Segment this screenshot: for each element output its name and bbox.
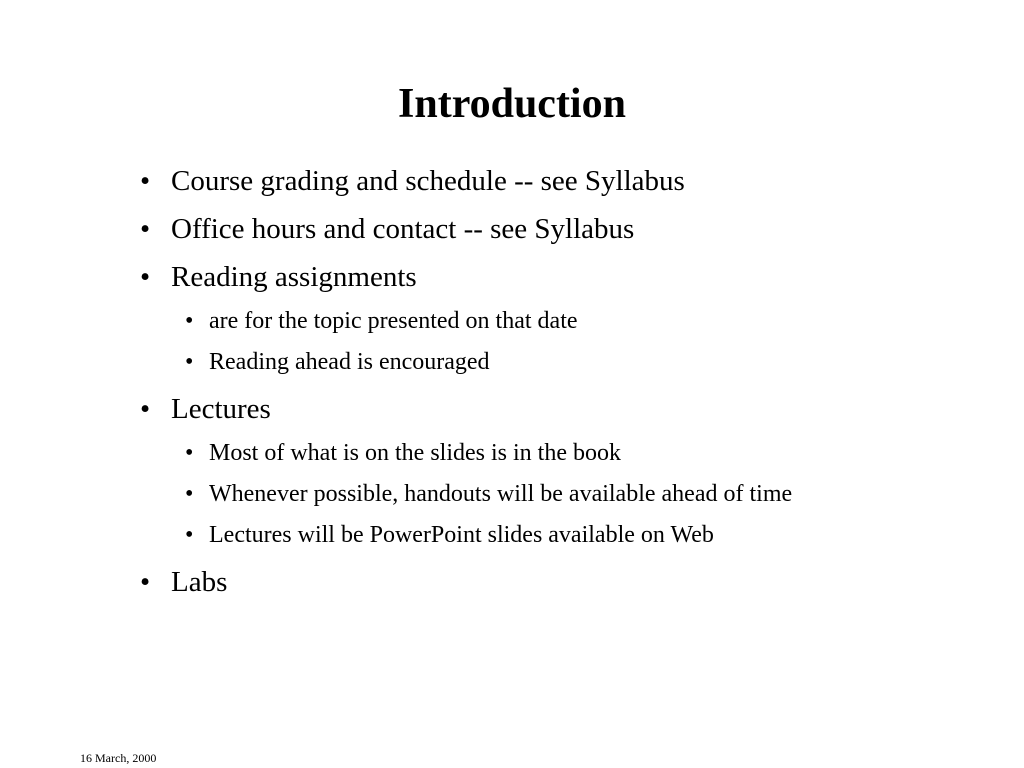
bullet-text: Office hours and contact -- see Syllabus (171, 213, 635, 245)
sub-bullet-list (140, 306, 1000, 378)
bullet-item (140, 258, 1000, 296)
slide-title: Introduction (398, 81, 626, 127)
sub-bullet-item (140, 520, 1000, 551)
bullet-text: Lectures (171, 393, 271, 425)
bullet-item (140, 390, 1000, 428)
bullet-icon: • (140, 165, 151, 197)
sub-bullet-item (140, 347, 1000, 378)
sub-bullet-text: Reading ahead is encouraged (209, 349, 490, 375)
sub-bullet-list (140, 438, 1000, 551)
footer-date: 16 March, 2000 (80, 751, 157, 765)
bullet-icon: • (140, 393, 151, 425)
bullet-text: Reading assignments (171, 261, 417, 293)
bullet-list (140, 162, 1000, 611)
bullet-text: Labs (171, 566, 228, 598)
sub-bullet-text: are for the topic presented on that date (209, 308, 578, 334)
sub-bullet-text: Lectures will be PowerPoint slides available on Web (209, 522, 714, 548)
sub-bullet-icon: • (185, 308, 194, 334)
sub-bullet-icon: • (185, 522, 194, 548)
sub-bullet-icon: • (185, 481, 194, 507)
sub-bullet-icon: • (185, 349, 194, 375)
sub-bullet-item (140, 479, 1000, 510)
sub-bullet-item (140, 306, 1000, 337)
sub-bullet-item (140, 438, 1000, 469)
bullet-icon: • (140, 213, 151, 245)
bullet-text: Course grading and schedule -- see Syllabus (171, 165, 685, 197)
sub-bullet-text: Whenever possible, handouts will be available ahead of time (209, 481, 793, 507)
bullet-item (140, 162, 1000, 200)
bullet-icon: • (140, 261, 151, 293)
sub-bullet-text: Most of what is on the slides is in the book (209, 440, 621, 466)
bullet-item (140, 210, 1000, 248)
sub-bullet-icon: • (185, 440, 194, 466)
bullet-icon: • (140, 566, 151, 598)
bullet-item (140, 563, 1000, 601)
